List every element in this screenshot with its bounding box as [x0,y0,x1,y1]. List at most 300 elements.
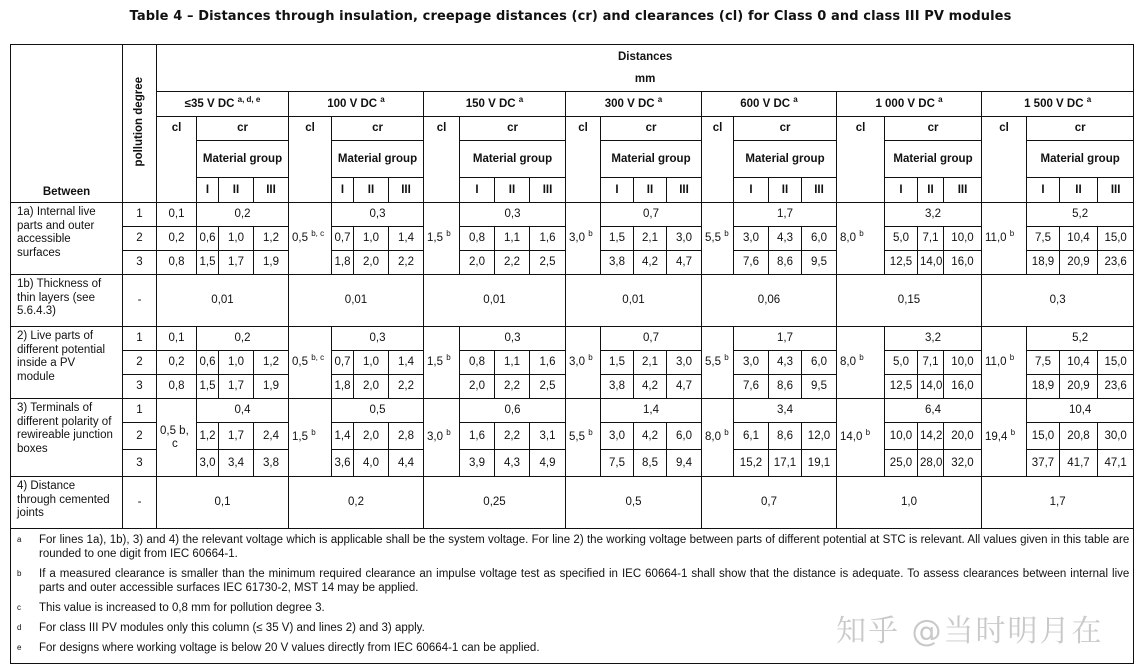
cl-number: 3,0 [427,431,443,443]
cl-value [289,203,332,275]
cr-value: 3,1 [530,423,566,450]
footnote-ref: b [724,229,729,238]
cl-value [837,399,885,477]
cr-value: 2,8 [389,423,424,450]
cr-value: 32,0 [944,450,982,477]
footnote-text: For designs where working voltage is below 20 V values directly from IEC 60664-1 can be applied. [39,642,540,654]
cr-value: 10,4 [1060,351,1098,375]
material-group-1: I [460,178,495,203]
footnote-ref: b [446,428,451,437]
cr-value: 4,2 [634,251,667,275]
cr-value: 12,5 [885,251,918,275]
header-between: Between [11,45,123,203]
cl-number: 1,5 [427,232,443,244]
cr-value: 12,5 [885,375,918,399]
cr-value: 6,0 [802,227,837,251]
cr-value: 1,0 [354,227,389,251]
cr-value: 0,8 [460,227,495,251]
pollution-degree: 1 [123,203,157,227]
cr-value: 17,1 [769,450,802,477]
cr-value: 0,6 [197,227,219,251]
cl-number: 0,5 [292,356,308,368]
distance-value: 0,01 [289,275,424,327]
cr-value: 10,0 [885,423,918,450]
cr-value: 15,0 [1098,227,1134,251]
voltage-header [837,92,982,117]
distance-value: 0,01 [424,275,566,327]
cl-value: 0,8 [157,251,197,275]
footnote-ref: a [1086,94,1092,104]
cl-number: 5,5 [569,431,585,443]
cr-value: 2,0 [354,423,389,450]
cr-value: 1,7 [219,251,254,275]
cr-value: 4,3 [495,450,530,477]
distance-value: 0,25 [424,477,566,529]
cr-value: 2,2 [495,251,530,275]
cr-value: 0,6 [460,399,566,423]
material-group-1: I [197,178,219,203]
cl-value [702,203,734,275]
voltage-header [157,92,289,117]
cr-value: 16,0 [944,375,982,399]
cr-value: 7,5 [1027,227,1060,251]
footnote-ref: b [1010,428,1016,437]
footnote-ref: b [588,229,593,238]
cr-value: 9,5 [802,375,837,399]
footnote [11,565,1133,599]
cr-value: 1,1 [495,227,530,251]
cr-value: 3,2 [885,327,982,351]
cr-value: 1,8 [332,375,354,399]
cl-header: cl [837,117,885,203]
cl-value [424,399,460,477]
footnote-mark: b [17,569,22,578]
cr-value: 1,7 [734,327,837,351]
cr-value: 3,4 [219,450,254,477]
cr-header: cr [197,117,289,141]
cr-value: 12,0 [802,423,837,450]
cr-value: 5,0 [885,351,918,375]
footnote-ref: b, c [311,229,325,238]
cr-value: 0,2 [197,327,289,351]
cr-value: 2,2 [389,375,424,399]
cr-value: 18,9 [1027,251,1060,275]
material-group-2: II [918,178,944,203]
cr-header: cr [332,117,424,141]
cl-number: 3,0 [569,232,585,244]
cr-value: 4,3 [769,227,802,251]
cr-value: 37,7 [1027,450,1060,477]
cr-value: 0,3 [332,203,424,227]
cr-value: 4,7 [667,375,702,399]
cr-value: 1,4 [332,423,354,450]
cr-value: 2,0 [460,375,495,399]
cl-value [289,399,332,477]
cr-value: 2,0 [354,251,389,275]
cr-value: 10,4 [1027,399,1134,423]
cr-value: 1,8 [332,251,354,275]
cr-value: 1,6 [530,351,566,375]
footnote-ref: b [311,428,316,437]
cr-header: cr [601,117,702,141]
cr-value: 1,7 [219,423,254,450]
cl-value [424,203,460,275]
footnote-ref: a [657,94,663,104]
material-group-2: II [634,178,667,203]
cr-value: 28,0 [918,450,944,477]
cr-value: 2,2 [389,251,424,275]
voltage-label: 1 000 V DC [875,97,935,110]
voltage-header [424,92,566,117]
material-group-2: II [219,178,254,203]
header-pollution-degree [123,45,157,203]
cr-value: 2,5 [530,251,566,275]
footnote-mark: e [17,643,22,652]
pollution-degree: 2 [123,423,157,450]
cr-header: cr [460,117,566,141]
distance-value: 0,7 [702,477,837,529]
footnote-text: This value is increased to 0,8 mm for pollution degree 3. [39,602,325,614]
cl-value [982,203,1027,275]
footnote-ref: b [865,428,871,437]
cr-value: 3,6 [332,450,354,477]
cl-number: 8,0 [705,431,721,443]
cr-value: 20,9 [1060,251,1098,275]
footnote [11,531,1133,565]
cl-number: 5,5 [705,356,721,368]
cr-value: 1,5 [197,251,219,275]
voltage-label: 300 V DC [604,97,655,110]
cr-value: 25,0 [885,450,918,477]
cr-value: 10,0 [944,227,982,251]
cr-value: 3,0 [601,423,634,450]
cr-value: 1,5 [601,227,634,251]
cl-number: 14,0 [840,431,863,443]
material-group-2: II [769,178,802,203]
voltage-label: ≤35 V DC [184,97,235,110]
cl-value: 0,1 [157,327,197,351]
cl-value [566,399,601,477]
cr-value: 4,2 [634,423,667,450]
cr-value: 2,2 [495,423,530,450]
cl-header: cl [702,117,734,203]
footnote-mark: c [17,603,21,612]
cr-value: 0,7 [601,203,702,227]
distances-label: Distances [617,50,673,63]
row-label: 4) Distance through cemented joints [11,477,123,529]
pollution-degree: 1 [123,399,157,423]
footnote-ref: a [380,94,385,104]
header-distances [157,45,1134,92]
pollution-degree: 1 [123,327,157,351]
footnote-ref: b [588,353,593,362]
footnote-mark: a [17,535,22,544]
footnote-ref: b [1009,353,1015,362]
cr-value: 3,0 [734,351,769,375]
voltage-header [982,92,1134,117]
cr-value: 8,6 [769,251,802,275]
pollution-degree: 3 [123,450,157,477]
cl-header: cl [289,117,332,203]
cr-value: 6,0 [802,351,837,375]
cr-value: 14,0 [918,375,944,399]
pollution-degree: 2 [123,351,157,375]
cl-value: 0,1 [157,203,197,227]
cr-value: 9,5 [802,251,837,275]
cr-value: 1,9 [254,251,289,275]
cr-value: 2,0 [354,375,389,399]
material-group-header: Material group [601,141,702,178]
cr-value: 3,0 [667,227,702,251]
distance-value: 0,1 [157,477,289,529]
cl-header: cl [424,117,460,203]
footnote-text: If a measured clearance is smaller than the minimum required clearance an impulse voltage test as specified in IEC 60664-1 shall show that the distance is adequate. To assess clearances between internal live parts and outer accessible surfaces IEC 61730-2, MST 14 may be applied. [39,568,1130,594]
cl-value [702,327,734,399]
cr-value: 6,1 [734,423,769,450]
cr-value: 4,9 [530,450,566,477]
cl-value [702,399,734,477]
cr-value: 47,1 [1098,450,1134,477]
material-group-3: III [802,178,837,203]
cr-value: 3,0 [734,227,769,251]
cr-value: 3,4 [734,399,837,423]
cr-value: 18,9 [1027,375,1060,399]
cr-value: 3,9 [460,450,495,477]
unit-label: mm [634,72,656,85]
pollution-degree: 2 [123,227,157,251]
cr-value: 4,3 [769,351,802,375]
cr-value: 0,3 [332,327,424,351]
cr-value: 1,0 [354,351,389,375]
cl-number: 5,5 [705,232,721,244]
cr-value: 8,6 [769,375,802,399]
cr-value: 8,5 [634,450,667,477]
pollution-degree-label: pollution degree [133,76,145,167]
cr-value: 1,6 [460,423,495,450]
cr-value: 0,7 [332,351,354,375]
cr-value: 1,5 [601,351,634,375]
cr-value: 1,0 [219,227,254,251]
cl-number: 11,0 [985,232,1007,244]
cl-value [837,203,885,275]
cr-value: 1,6 [530,227,566,251]
cr-value: 0,5 [332,399,424,423]
footnote-ref: b [446,229,451,238]
cl-value: 0,2 [157,227,197,251]
footnote-ref: b, c [311,353,325,362]
table-title: Table 4 – Distances through insulation, creepage distances (cr) and clearances (cl) for Class 0 and class III PV modules [129,9,1012,24]
footnote-ref: b [859,229,864,238]
cl-header: cl [982,117,1027,203]
cr-value: 2,0 [460,251,495,275]
cr-value: 4,2 [634,375,667,399]
cr-value: 0,4 [197,399,289,423]
voltage-label: 100 V DC [327,97,378,110]
cl-number: 0,5 [292,232,308,244]
cr-value: 2,1 [634,351,667,375]
material-group-3: III [389,178,424,203]
footnote-mark: d [17,623,22,632]
cr-value: 1,7 [219,375,254,399]
distances-table [10,44,1134,664]
cr-value: 4,7 [667,251,702,275]
cr-value: 0,3 [460,327,566,351]
cr-value: 7,1 [918,227,944,251]
footnote-ref: b [1009,229,1015,238]
cl-number: 1,5 [427,356,443,368]
cr-value: 3,0 [197,450,219,477]
material-group-header: Material group [734,141,837,178]
footnote-ref: b [724,428,729,437]
footnote-text: For class III PV modules only this column (≤ 35 V) and lines 2) and 3) apply. [39,622,425,634]
cr-value: 3,8 [601,375,634,399]
cr-value: 41,7 [1060,450,1098,477]
footnote-ref: b [724,353,729,362]
cl-value [566,327,601,399]
cr-header: cr [734,117,837,141]
cr-value: 3,0 [667,351,702,375]
material-group-2: II [495,178,530,203]
cl-value [424,327,460,399]
cl-number: 0,5 b, [160,424,189,437]
voltage-label: 600 V DC [740,97,791,110]
row-label: 2) Live parts of different potential inside a PV module [11,327,123,399]
cr-header: cr [885,117,982,141]
distance-value: 0,5 [566,477,702,529]
distance-value: 1,7 [982,477,1134,529]
distance-value: 0,01 [157,275,289,327]
cr-value: 0,2 [197,203,289,227]
pollution-degree: 3 [123,251,157,275]
footnote-ref: b [859,353,864,362]
cr-value: 7,6 [734,375,769,399]
cr-value: 7,6 [734,251,769,275]
cr-value: 1,0 [219,351,254,375]
cr-value: 7,5 [1027,351,1060,375]
cr-value: 2,4 [254,423,289,450]
cr-value: 15,2 [734,450,769,477]
voltage-header [289,92,424,117]
footnote-ref: a [938,94,943,104]
cr-value: 9,4 [667,450,702,477]
cr-value: 2,5 [530,375,566,399]
pollution-degree: - [123,477,157,529]
cr-value: 4,4 [389,450,424,477]
material-group-1: I [601,178,634,203]
cr-value: 1,1 [495,351,530,375]
cr-value: 10,0 [944,351,982,375]
distance-value: 1,0 [837,477,982,529]
watermark: 知乎 @当时明月在 [836,614,1104,649]
cr-value: 7,1 [918,351,944,375]
cr-value: 0,8 [460,351,495,375]
cl-header: cl [157,117,197,203]
cl-value [982,399,1027,477]
material-group-header: Material group [1027,141,1134,178]
distance-value: 0,06 [702,275,837,327]
cr-value: 15,0 [1098,351,1134,375]
cr-value: 20,8 [1060,423,1098,450]
cr-value: 1,5 [197,375,219,399]
material-group-3: III [254,178,289,203]
cr-value: 1,2 [254,351,289,375]
cl-number: 8,0 [840,356,856,368]
material-group-2: II [1060,178,1098,203]
cr-value: 10,4 [1060,227,1098,251]
footnote-ref: a [793,94,798,104]
cr-value: 1,2 [254,227,289,251]
footnote-ref: b [446,353,451,362]
cl-number: 8,0 [840,232,856,244]
cr-value: 0,7 [332,227,354,251]
cr-value: 3,8 [601,251,634,275]
cr-value: 1,4 [389,351,424,375]
material-group-header: Material group [885,141,982,178]
material-group-3: III [1098,178,1134,203]
row-label: 1a) Internal live parts and outer accessible surfaces [11,203,123,275]
cr-value: 20,0 [944,423,982,450]
footnote-ref: b [588,428,593,437]
cr-value: 0,3 [460,203,566,227]
cr-value: 16,0 [944,251,982,275]
material-group-header: Material group [332,141,424,178]
cl-value: 0,8 [157,375,197,399]
cr-value: 5,0 [885,227,918,251]
distance-value: 0,2 [289,477,424,529]
row-label: 3) Terminals of different polarity of rewireable junction boxes [11,399,123,477]
footnote-ref: c [172,437,178,450]
cr-value: 4,0 [354,450,389,477]
cr-value: 1,4 [601,399,702,423]
cl-number: 11,0 [985,356,1007,368]
cl-value: 0,2 [157,351,197,375]
material-group-1: I [1027,178,1060,203]
cr-value: 5,2 [1027,203,1134,227]
cr-value: 2,1 [634,227,667,251]
cr-value: 15,0 [1027,423,1060,450]
material-group-1: I [885,178,918,203]
material-group-1: I [332,178,354,203]
material-group-3: III [530,178,566,203]
cl-number: 19,4 [985,431,1008,443]
material-group-3: III [667,178,702,203]
cr-value: 6,4 [885,399,982,423]
cr-value: 3,8 [254,450,289,477]
material-group-2: II [354,178,389,203]
cr-value: 2,2 [495,375,530,399]
cr-value: 3,2 [885,203,982,227]
pollution-degree: - [123,275,157,327]
pollution-degree: 3 [123,375,157,399]
row-label: 1b) Thickness of thin layers (see 5.6.4.3) [11,275,123,327]
cr-value: 8,6 [769,423,802,450]
distance-value: 0,01 [566,275,702,327]
material-group-header: Material group [197,141,289,178]
cr-value: 1,4 [389,227,424,251]
cr-value: 19,1 [802,450,837,477]
cl-value [982,327,1027,399]
cl-value [566,203,601,275]
cr-value: 5,2 [1027,327,1134,351]
voltage-header [702,92,837,117]
cr-header: cr [1027,117,1134,141]
footnote-ref: a, d, e [237,94,261,104]
footnote-text: For lines 1a), 1b), 3) and 4) the relevant voltage which is applicable shall be the system voltage. For line 2) the working voltage between parts of different potential at STC is relevant. All values given in this table are rounded to one digit from IEC 60664-1. [39,534,1130,560]
cl-header: cl [566,117,601,203]
cl-number: 1,5 [292,431,308,443]
cr-value: 20,9 [1060,375,1098,399]
voltage-label: 150 V DC [465,97,516,110]
